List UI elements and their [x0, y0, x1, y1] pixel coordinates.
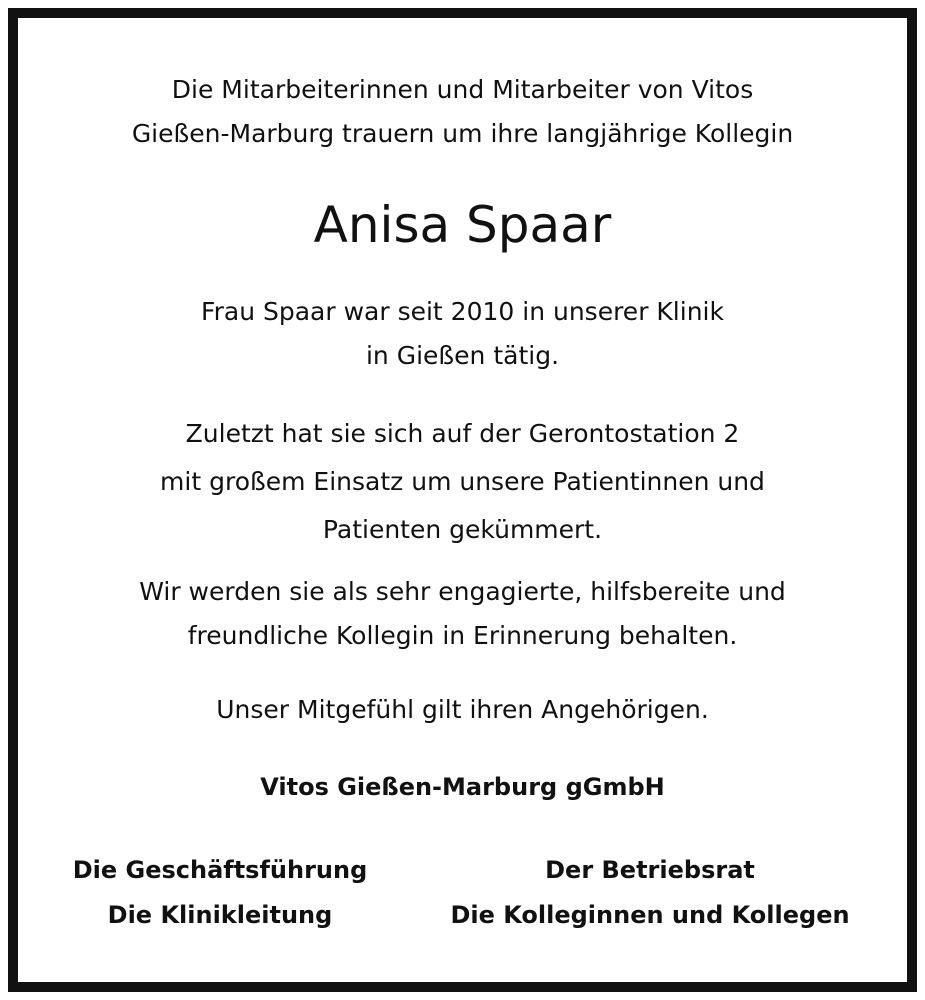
paragraph-work	[20, 410, 905, 554]
signature-block-left	[40, 848, 400, 938]
paragraph-line: freundliche Kollegin in Erinnerung behalten.	[187, 621, 738, 650]
deceased-name: Anisa Spaar	[313, 196, 612, 254]
intro-text	[20, 68, 905, 156]
intro-line-1: Die Mitarbeiterinnen und Mitarbeiter von Vitos	[171, 75, 754, 104]
paragraph-remembrance	[20, 570, 905, 658]
paragraph-line: Wir werden sie als sehr engagierte, hilfsbereite und	[139, 577, 786, 606]
signature-works-council: Der Betriebsrat	[545, 856, 755, 884]
paragraph-line: Unser Mitgefühl gilt ihren Angehörigen.	[216, 695, 709, 724]
paragraph-condolence	[20, 688, 905, 732]
paragraph-line: Patienten gekümmert.	[322, 515, 603, 544]
paragraph-line: Frau Spaar war seit 2010 in unserer Klinik	[201, 297, 724, 326]
organization-name: Vitos Gießen-Marburg gGmbH	[260, 773, 665, 801]
intro-line-2: Gießen-Marburg trauern um ihre langjährige Kollegin	[131, 119, 794, 148]
paragraph-line: Zuletzt hat sie sich auf der Gerontostation 2	[185, 419, 740, 448]
signature-clinic-lead: Die Klinikleitung	[107, 901, 333, 929]
signature-block-right	[410, 848, 890, 938]
signature-management: Die Geschäftsführung	[72, 856, 368, 884]
paragraph-line: in Gießen tätig.	[365, 341, 560, 370]
paragraph-line: mit großem Einsatz um unsere Patientinnen und	[160, 467, 765, 496]
signature-colleagues: Die Kolleginnen und Kollegen	[450, 901, 850, 929]
paragraph-employment	[20, 290, 905, 378]
